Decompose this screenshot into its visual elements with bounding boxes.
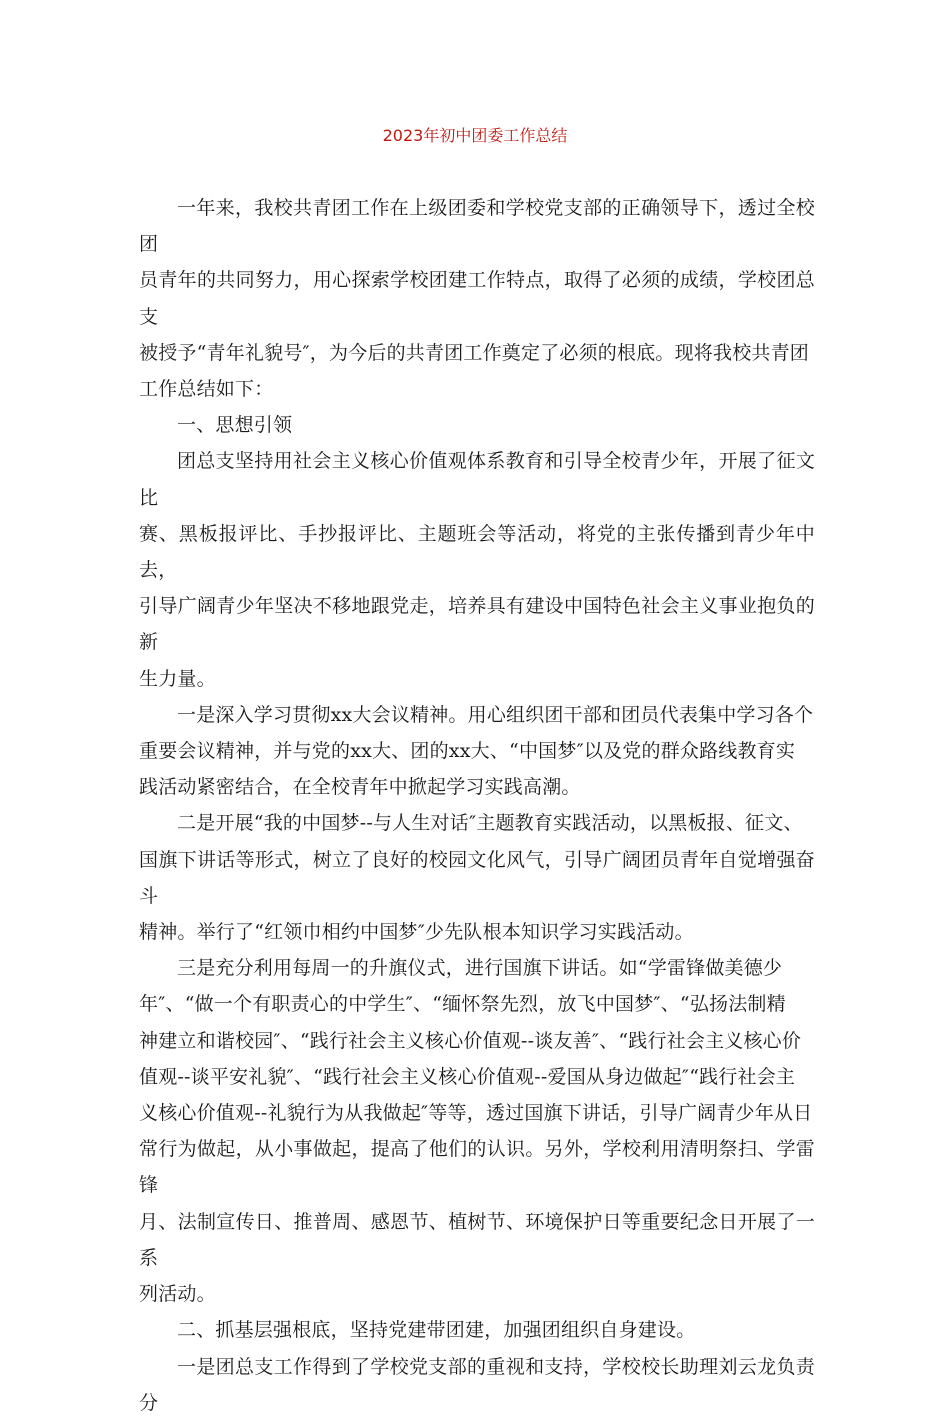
body-paragraph xyxy=(139,1349,815,1421)
text-line: 一年来，我校共青团工作在上级团委和学校党支部的正确领导下，透过全校团 xyxy=(139,197,815,256)
text-line: 月、法制宣传日、推普周、感恩节、植树节、环境保护日等重要纪念日开展了一系 xyxy=(139,1210,815,1269)
text-line: 员青年的共同努力，用心探索学校团建工作特点，取得了必须的成绩，学校团总支 xyxy=(139,269,815,328)
body-paragraph xyxy=(139,697,815,806)
text-line: 重要会议精神，并与党的xx大、团的xx大、“中国梦″以及党的群众路线教育实 xyxy=(139,740,796,763)
text-line: 团总支坚持用社会主义核心价值观体系教育和引导全校青少年，开展了征文比 xyxy=(139,450,815,509)
document-title: 2023年初中团委工作总结 xyxy=(382,126,568,145)
text-line: 一、思想引领 xyxy=(177,414,293,437)
text-line: 一是团总支工作得到了学校党支部的重视和支持，学校校长助理刘云龙负责分 xyxy=(139,1355,815,1414)
text-line: 被授予“青年礼貌号″，为今后的共青团工作奠定了必须的根底。现将我校共青团 xyxy=(139,341,810,364)
text-line: 义核心价值观--礼貌行为从我做起″等等，透过国旗下讲话，引导广阔青少年从日 xyxy=(139,1102,813,1125)
text-line: 二是开展“我的中国梦--与人生对话″主题教育实践活动，以黑板报、征文、 xyxy=(177,812,803,835)
section-heading xyxy=(139,1312,815,1348)
text-line: 常行为做起，从小事做起，提高了他们的认识。另外，学校利用清明祭扫、学雷锋 xyxy=(139,1138,815,1197)
body-paragraph xyxy=(139,805,815,950)
text-line: 年″、“做一个有职责心的中学生″、“缅怀祭先烈，放飞中国梦″、“弘扬法制精 xyxy=(139,993,786,1016)
body-paragraph xyxy=(139,443,815,696)
text-line: 一是深入学习贯彻xx大会议精神。用心组织团干部和团员代表集中学习各个 xyxy=(177,703,814,726)
document-body xyxy=(139,190,815,1421)
text-line: 国旗下讲话等形式，树立了良好的校园文化风气，引导广阔团员青年自觉增强奋斗 xyxy=(139,848,815,907)
text-line: 工作总结如下： xyxy=(139,378,274,401)
text-line: 列活动。 xyxy=(139,1283,216,1306)
text-line: 生力量。 xyxy=(139,667,216,690)
text-line: 精神。举行了“红领巾相约中国梦″少先队根本知识学习实践活动。 xyxy=(139,921,694,944)
section-heading xyxy=(139,407,815,443)
text-line: 神建立和谐校园″、“践行社会主义核心价值观--谈友善″、“践行社会主义核心价 xyxy=(139,1029,802,1052)
text-line: 赛、黑板报评比、手抄报评比、主题班会等活动，将党的主张传播到青少年中去， xyxy=(139,522,815,582)
text-line: 二、抓基层强根底，坚持党建带团建，加强团组织自身建设。 xyxy=(177,1319,696,1342)
body-paragraph xyxy=(139,190,815,407)
body-paragraph xyxy=(139,950,815,1312)
text-line: 引导广阔青少年坚决不移地跟党走，培养具有建设中国特色社会主义事业抱负的新 xyxy=(139,595,815,654)
text-line: 值观--谈平安礼貌″、“践行社会主义核心价值观--爱国从身边做起″“践行社会主 xyxy=(139,1065,796,1088)
text-line: 三是充分利用每周一的升旗仪式，进行国旗下讲话。如“学雷锋做美德少 xyxy=(177,957,783,980)
text-line: 践活动紧密结合，在全校青年中掀起学习实践高潮。 xyxy=(139,776,581,799)
